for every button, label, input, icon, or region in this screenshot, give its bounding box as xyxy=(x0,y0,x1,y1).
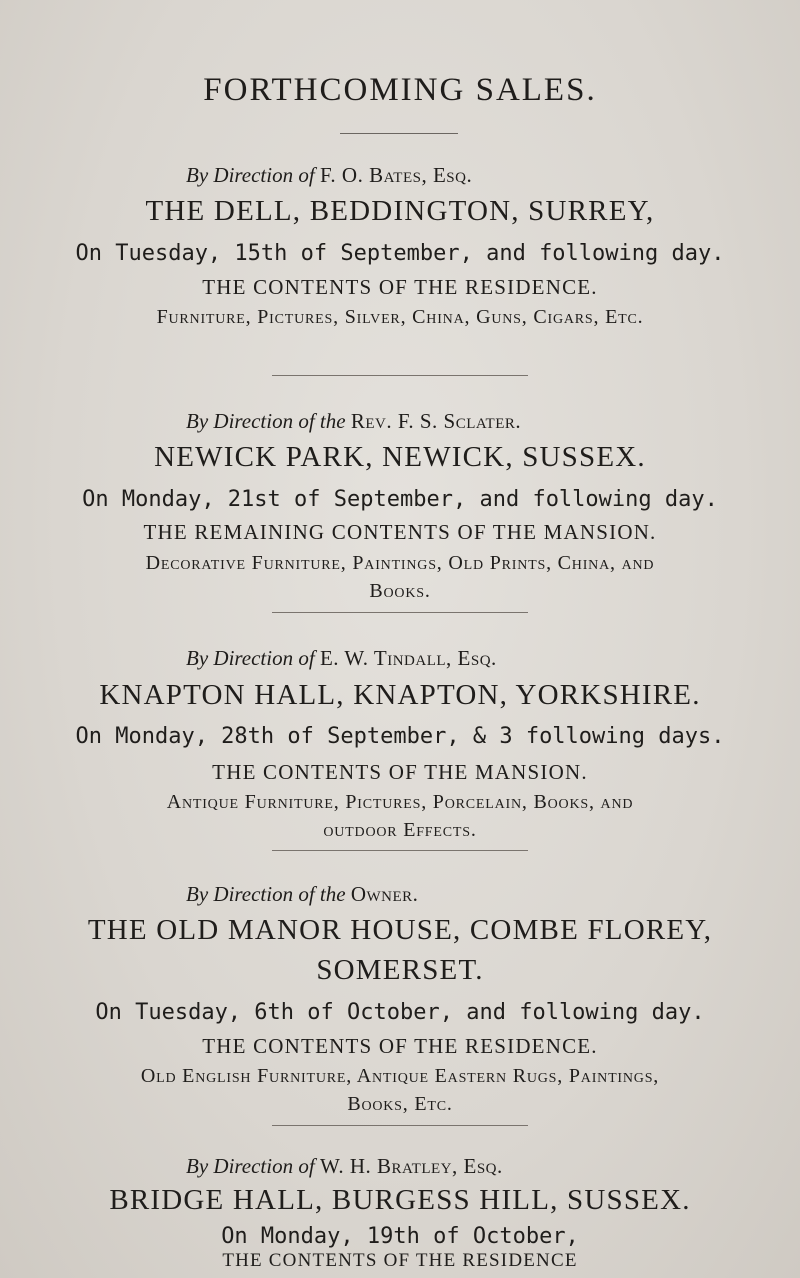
section-divider xyxy=(272,1125,528,1126)
sale-items xyxy=(0,788,800,844)
sale-location: NEWICK PARK, NEWICK, SUSSEX. xyxy=(154,441,646,473)
sale-items-line: Antique Furniture, Pictures, Porcelain, Books, and xyxy=(166,791,634,813)
sale-date: On Tuesday, 15th of September, and following day. xyxy=(75,241,725,266)
sale-location: THE OLD MANOR HOUSE, COMBE FLOREY, xyxy=(87,914,713,946)
direction-line xyxy=(186,409,521,434)
section-divider xyxy=(272,375,528,376)
page-title: FORTHCOMING SALES. xyxy=(203,72,597,108)
sale-contents-heading: THE CONTENTS OF THE RESIDENCE. xyxy=(202,1034,598,1058)
sale-items xyxy=(0,549,800,605)
sale-date: On Tuesday, 6th of October, and following day. xyxy=(95,1000,705,1025)
sale-items-line: Books, Etc. xyxy=(347,1093,453,1115)
sale-items-line: Books. xyxy=(369,580,431,602)
title-rule xyxy=(340,133,458,134)
sale-location: THE DELL, BEDDINGTON, SURREY, xyxy=(145,195,655,227)
direction-line xyxy=(186,882,418,907)
sale-contents-heading: THE CONTENTS OF THE RESIDENCE. xyxy=(202,275,598,299)
sale-items-line: Furniture, Pictures, Silver, China, Guns, Cigars, Etc. xyxy=(156,306,644,328)
sale-location: KNAPTON HALL, KNAPTON, YORKSHIRE. xyxy=(99,679,701,711)
direction-name: F. O. Bates, Esq. xyxy=(319,163,473,187)
sale-items xyxy=(0,303,800,331)
direction-name: W. H. Bratley, Esq. xyxy=(319,1154,503,1178)
direction-line xyxy=(186,163,472,188)
direction-prefix: By Direction of xyxy=(186,1154,315,1178)
section-divider xyxy=(272,612,528,613)
direction-line xyxy=(186,1154,503,1179)
section-divider xyxy=(272,850,528,851)
sale-items-line: outdoor Effects. xyxy=(323,819,477,841)
sale-contents-heading: THE CONTENTS OF THE RESIDENCE xyxy=(222,1250,578,1271)
sale-items-line: Decorative Furniture, Paintings, Old Prints, China, and xyxy=(145,552,655,574)
direction-prefix: By Direction of the xyxy=(186,409,346,433)
sale-date: On Monday, 19th of October, xyxy=(221,1224,579,1249)
direction-prefix: By Direction of the xyxy=(186,882,346,906)
sale-contents-heading: THE REMAINING CONTENTS OF THE MANSION. xyxy=(143,520,657,544)
sale-date: On Monday, 21st of September, and following day. xyxy=(82,487,718,512)
sale-location: BRIDGE HALL, BURGESS HILL, SUSSEX. xyxy=(109,1184,691,1216)
direction-name: Owner. xyxy=(350,882,419,906)
sale-date: On Monday, 28th of September, & 3 following days. xyxy=(75,724,725,749)
sale-items-line: Old English Furniture, Antique Eastern Rugs, Paintings, xyxy=(140,1065,660,1087)
direction-name: E. W. Tindall, Esq. xyxy=(319,646,497,670)
sale-contents-heading: THE CONTENTS OF THE MANSION. xyxy=(212,760,588,784)
direction-name: Rev. F. S. Sclater. xyxy=(350,409,522,433)
sale-items xyxy=(0,1062,800,1118)
direction-line xyxy=(186,646,497,671)
direction-prefix: By Direction of xyxy=(186,163,315,187)
direction-prefix: By Direction of xyxy=(186,646,315,670)
sale-location-line-2: SOMERSET. xyxy=(316,954,484,986)
